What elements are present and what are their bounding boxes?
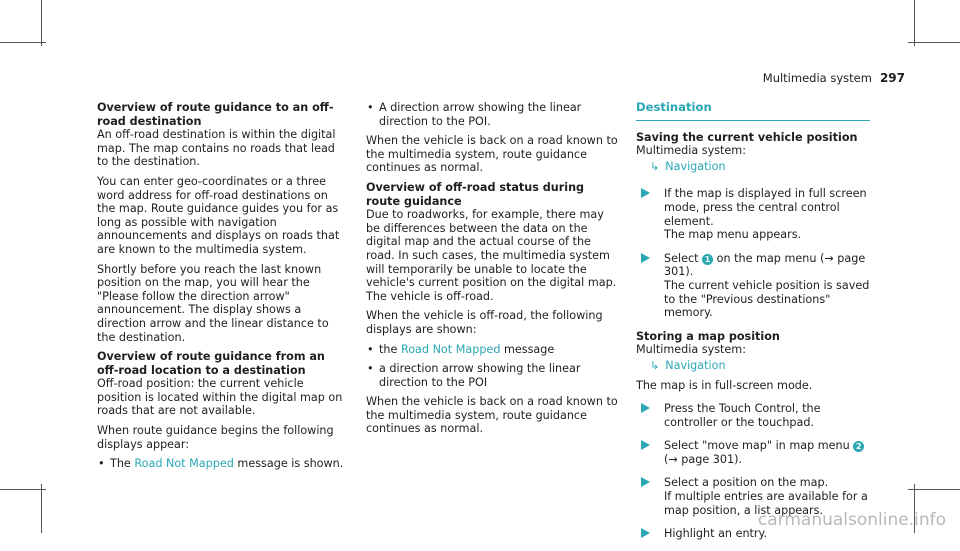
bullet-text: message is shown. [237, 457, 344, 471]
bullet-text: the [379, 342, 398, 356]
page-header [763, 72, 905, 86]
paragraph: When the vehicle is off-road, the following displays are shown: [366, 309, 603, 336]
bullet-text: message [503, 342, 555, 356]
step-text: Highlight an entry. [664, 527, 768, 541]
menu-path-item: Navigation [665, 358, 726, 372]
step-triangle-icon [641, 440, 650, 450]
paragraph: You can enter geo-coordinates or a three word address for off-road destinations on the map. Route guidance guides you for as long as possible with navigation announcements and displays on roads that are known to the multimedia system. [97, 174, 340, 256]
crop-mark [41, 484, 42, 533]
submenu-arrow-icon: ↳ [650, 159, 660, 173]
step-triangle-icon [641, 477, 650, 487]
instruction-step [636, 439, 870, 466]
step-text-part: (→ page 301). [664, 452, 743, 466]
crop-mark [41, 0, 42, 46]
bullet-text: The [110, 457, 131, 471]
step-result: If multiple entries are available for a map position, a list appears. [664, 490, 868, 517]
paragraph: An off-road destination is within the digital map. The map contains no roads that lead to the destination. [97, 128, 336, 169]
step-text [664, 252, 870, 279]
step-triangle-icon [641, 188, 650, 198]
section-name: Multimedia system [762, 71, 872, 85]
paragraph: The map is in full-screen mode. [636, 378, 813, 392]
step-result: The map menu appears. [664, 228, 802, 242]
instruction-step [636, 252, 870, 320]
paragraph: When the vehicle is back on a road known to the multimedia system, route guidance continues as normal. [366, 395, 618, 436]
submenu-arrow-icon: ↳ [650, 358, 660, 372]
watermark: carmanualsonline.info [757, 510, 946, 531]
crop-mark [908, 42, 960, 43]
heading-storing-map-position: Storing a map position [636, 329, 780, 343]
crop-mark [0, 489, 46, 490]
step-triangle-icon [641, 528, 650, 538]
step-triangle-icon [641, 253, 650, 263]
step-text: If the map is displayed in full screen mode, press the central control element. [664, 187, 867, 228]
paragraph: When the vehicle is back on a road known to the multimedia system, route guidance continues as normal. [366, 134, 618, 175]
bullet-item: • a direction arrow showing the linear direction to the POI [366, 362, 620, 389]
heading-saving-vehicle-position: Saving the current vehicle position [636, 130, 858, 144]
page-number: 297 [879, 71, 905, 85]
step-text-part: Select "move map" in map menu [664, 439, 850, 453]
column-middle [366, 101, 620, 442]
crop-mark [0, 42, 46, 43]
heading-offroad-destination: Overview of route guidance to an off-road destination [97, 101, 334, 128]
menu-path-navigation [636, 359, 870, 373]
menu-path-item: Navigation [665, 159, 726, 173]
menu-path-label: Multimedia system: [636, 144, 746, 158]
heading-offroad-status: Overview of off-road status during route guidance [366, 180, 585, 208]
step-text: Select a position on the map. [664, 476, 829, 490]
bullet-item [366, 343, 620, 357]
display-message-road-not-mapped: Road Not Mapped [400, 342, 501, 356]
column-right [636, 101, 870, 551]
menu-path-label: Multimedia system: [636, 343, 746, 357]
callout-number-2: 2 [853, 441, 864, 452]
column-left [97, 101, 349, 477]
step-text: Press the Touch Control, the controller or the touchpad. [664, 402, 821, 429]
step-text-part: on the map menu (→ page 301). [664, 251, 866, 279]
instruction-step [636, 187, 870, 241]
step-text-part: Select [664, 251, 699, 265]
bullet-item: • A direction arrow showing the linear direction to the POI. [366, 101, 620, 128]
instruction-step [636, 402, 870, 429]
paragraph: Due to roadworks, for example, there may be differences between the data on the digital map and the actual course of the road. In such cases, the multimedia system will temporarily be unable to locate the vehicle's current position on the digital map. The vehicle is off-road. [366, 208, 617, 303]
section-title-destination: Destination [636, 101, 870, 121]
heading-offroad-location: Overview of route guidance from an off-road location to a destination [97, 350, 325, 377]
step-text [664, 439, 870, 466]
crop-mark [914, 0, 915, 46]
paragraph: When route guidance begins the following displays appear: [97, 424, 334, 451]
crop-mark [908, 489, 960, 490]
bullet-item [97, 457, 349, 471]
menu-path-navigation [636, 160, 870, 174]
step-result: The current vehicle position is saved to the "Previous destinations" memory. [664, 278, 870, 320]
paragraph: Off-road position: the current vehicle position is located within the digital map on roads that are not available. [97, 377, 343, 418]
step-triangle-icon [641, 403, 650, 413]
display-message-road-not-mapped: Road Not Mapped [134, 457, 234, 471]
paragraph: Shortly before you reach the last known position on the map, you will hear the "Please follow the direction arrow" announcement. The display shows a direction arrow and the linear distance to the destination. [97, 262, 329, 344]
callout-number-1: 1 [702, 254, 713, 265]
